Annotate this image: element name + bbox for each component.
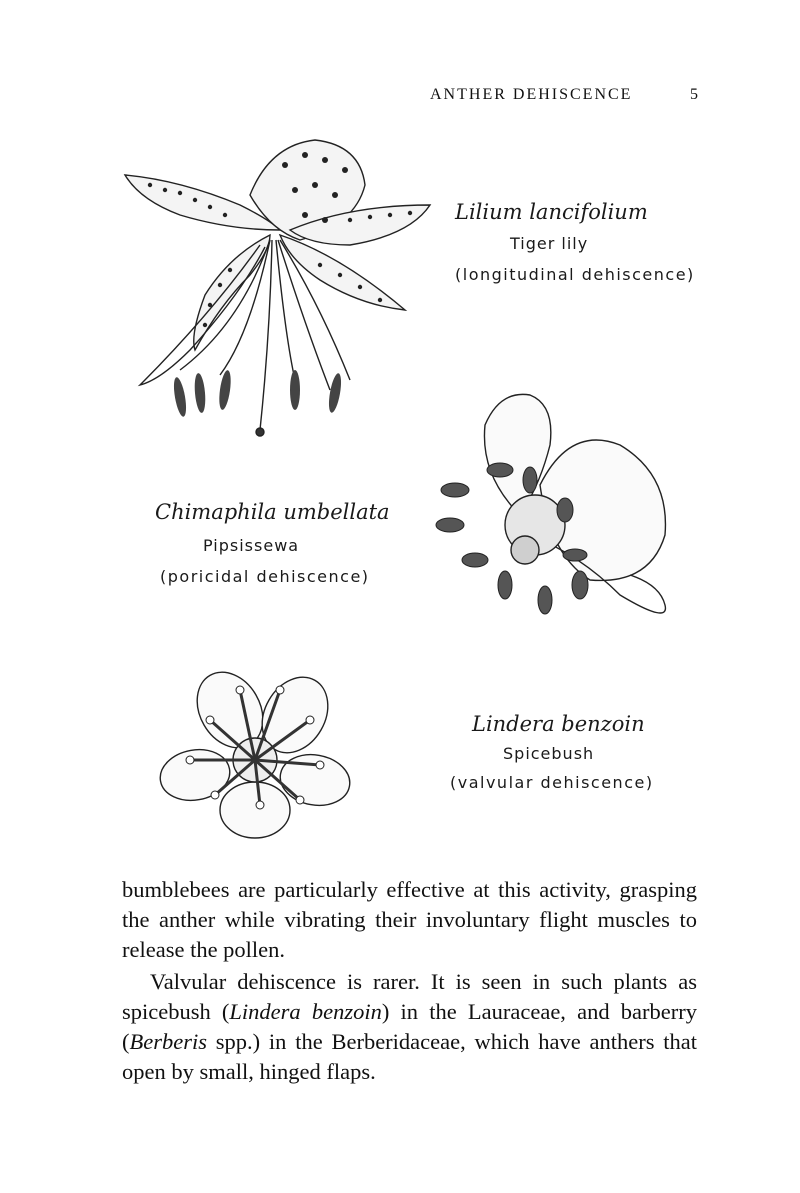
spicebush-common-name: Spicebush (503, 744, 595, 763)
pipsissewa-scientific-name: Chimaphila umbellata (155, 500, 390, 524)
lily-common-name: Tiger lily (510, 234, 589, 253)
lily-scientific-name: Lilium lancifolium (455, 200, 648, 224)
spicebush-illustration (160, 660, 360, 845)
chapter-title: ANTHER DEHISCENCE (430, 86, 633, 103)
pipsissewa-common-name: Pipsissewa (203, 536, 300, 555)
pipsissewa-dehiscence: (poricidal dehiscence) (160, 567, 370, 586)
lily-caption (455, 200, 695, 284)
spicebush-caption (450, 712, 654, 792)
paragraph-1: bumblebees are particularly effective at this activity, grasping the anther while vibrating their involuntary flight muscles to release the pollen. (122, 877, 697, 962)
page-number: 5 (690, 86, 700, 103)
spicebush-dehiscence: (valvular dehiscence) (450, 773, 654, 792)
tiger-lily-illustration (120, 135, 440, 440)
italic-berberis: Berberis (129, 1029, 207, 1054)
body-text (122, 875, 697, 1087)
pipsissewa-caption (155, 500, 390, 586)
italic-lindera-benzoin: Lindera benzoin (229, 999, 382, 1024)
paragraph-2: Valvular dehiscence is rarer. It is seen in such plants as spicebush (Lindera benzoin) in the Lauraceae, and barberry (Berberis spp.) in the Berberidaceae, which have anthers that open by small, hinged flaps. (122, 969, 697, 1084)
lily-dehiscence: (longitudinal dehiscence) (455, 265, 695, 284)
spicebush-scientific-name: Lindera benzoin (472, 712, 645, 736)
pipsissewa-illustration (430, 385, 680, 635)
running-header (430, 86, 700, 104)
